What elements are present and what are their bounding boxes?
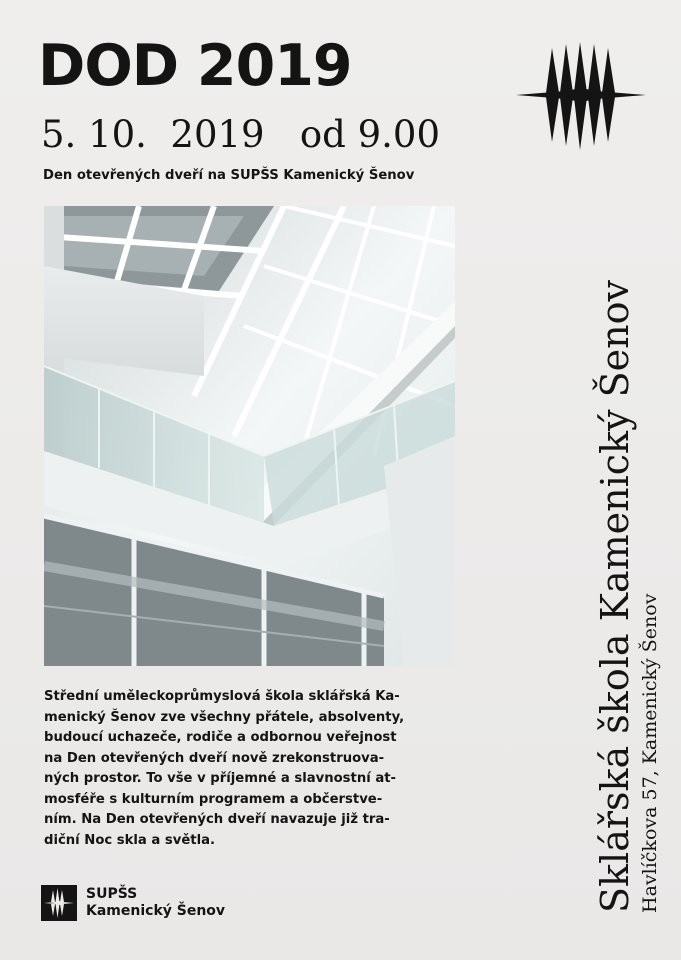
- event-description: [44, 687, 457, 851]
- vertical-address: Havlíčkova 57, Kamenický Šenov: [639, 593, 661, 913]
- footer-line-2: Kamenický Šenov: [86, 903, 226, 919]
- footer-logo-icon: [41, 885, 77, 921]
- event-date-time: 5. 10. 2019 od 9.00: [41, 113, 440, 156]
- vertical-school-block: [594, 280, 662, 913]
- event-subtitle: Den otevřených dveří na SUPŠS Kamenický Šenov: [43, 168, 415, 183]
- description-line: ných prostor. To vše v příjemné a slavnostní at-: [44, 771, 397, 786]
- vertical-school-name: Sklářská škola Kamenický Šenov: [593, 280, 637, 913]
- description-line: ním. Na Den otevřených dveří navazuje již tra-: [44, 812, 390, 827]
- description-line: diční Noc skla a světla.: [44, 832, 216, 848]
- description-line: mosféře s kulturním programem a občerstve-: [44, 791, 383, 807]
- footer-school-name: [86, 886, 225, 920]
- description-line: budoucí uchazeče, rodiče a odbornou veřejnost: [44, 730, 397, 745]
- description-line: menický Šenov zve všechny přátele, absolventy,: [44, 709, 405, 725]
- school-logo-icon: [516, 42, 646, 152]
- description-line: na Den otevřených dveří nově zrekonstruova-: [44, 750, 385, 766]
- description-line: Střední uměleckoprůmyslová škola sklářská Ka-: [44, 689, 400, 704]
- event-title: DOD 2019: [38, 33, 352, 99]
- atrium-photo: [44, 206, 455, 666]
- footer-line-1: SUPŠS: [86, 886, 138, 902]
